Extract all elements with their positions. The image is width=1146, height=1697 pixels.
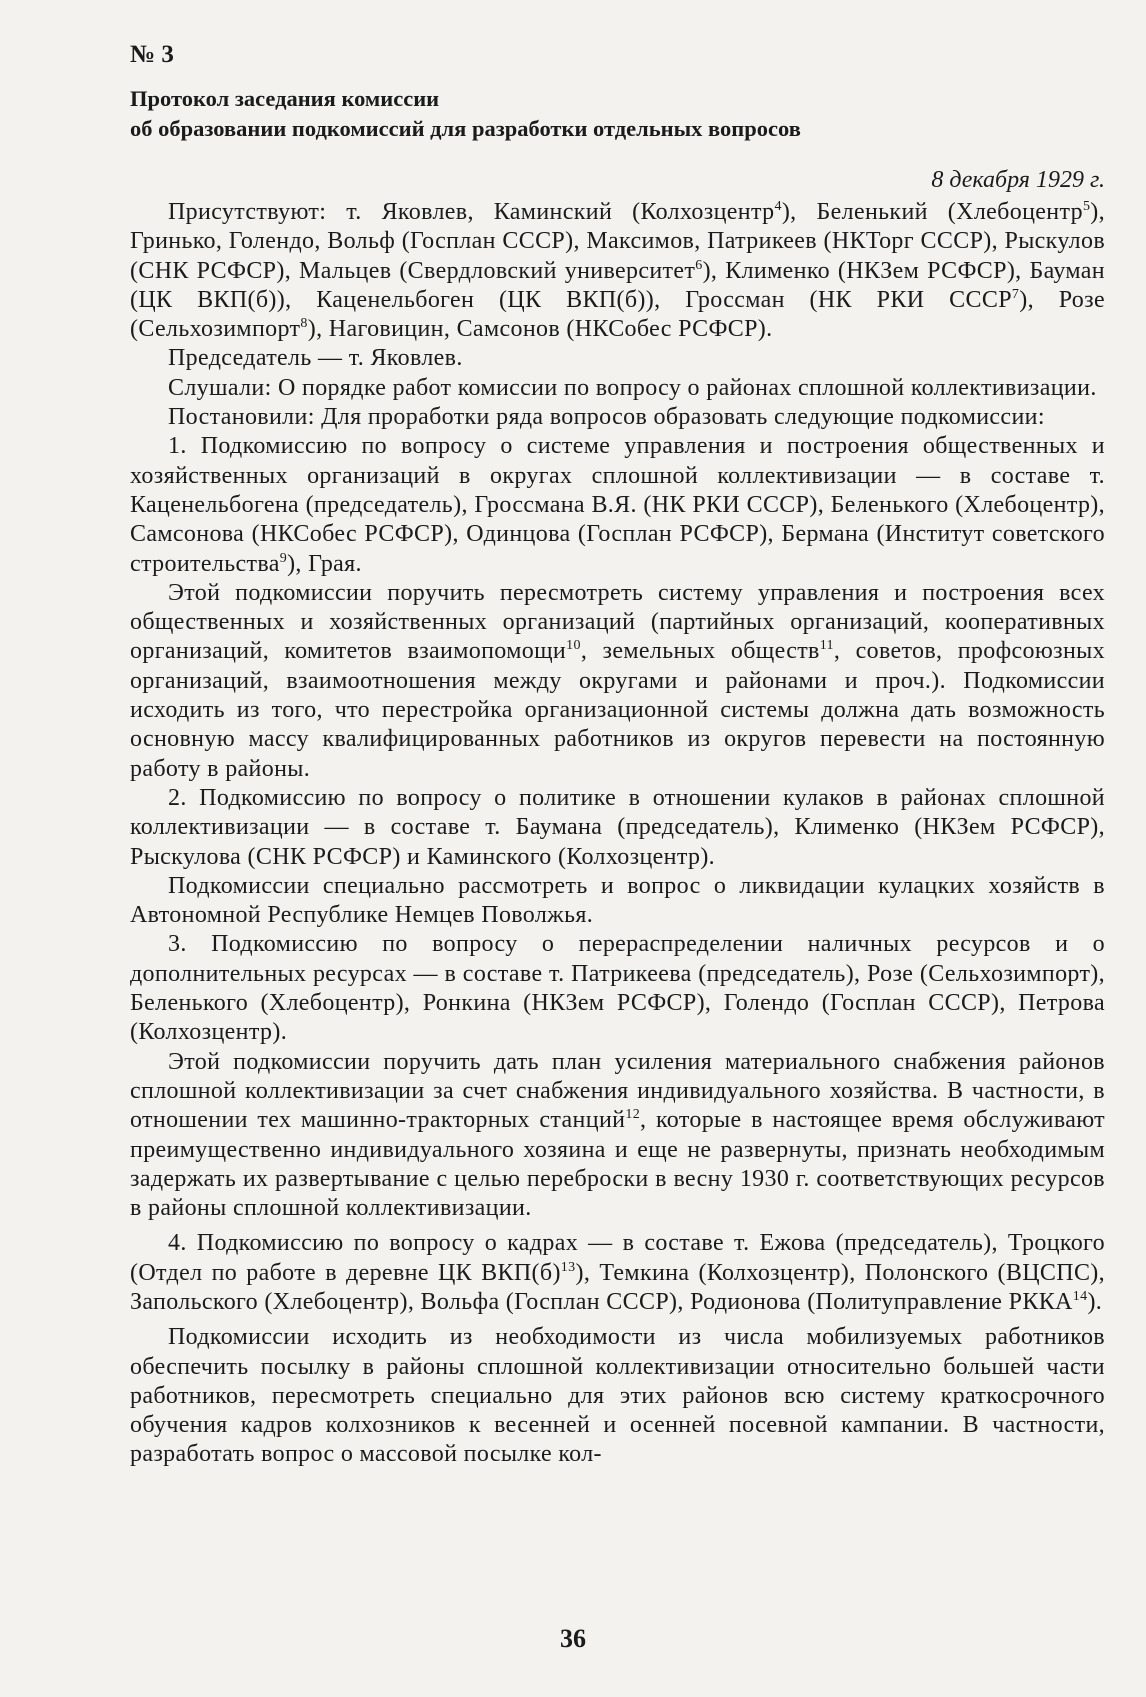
paragraph-item-1-task xyxy=(130,579,1105,784)
text-run: ), Грая. xyxy=(287,550,362,577)
footnote-marker: 14 xyxy=(1072,1288,1088,1304)
text-run: Слушали: О порядке работ комиссии по вопросу о районах сплошной коллективизации. xyxy=(168,374,1097,401)
text-run: ), Беленький (Хлебоцентр xyxy=(781,199,1083,225)
text-run: Присутствуют: т. Яковлев, Каминский (Колхозцентр xyxy=(168,199,775,225)
page-number: 36 xyxy=(560,1624,586,1653)
text-run: Постановили: Для проработки ряда вопросов образовать следующие подкомиссии: xyxy=(168,404,1045,431)
text-run: Подкомиссии исходить из необходимости из числа мобилизуемых работников обеспечить посылку в районы сплошной коллективизации относительно большей части работников, пересмотреть специально для этих районов всю систему краткосрочного обучения кадров колхозников к весенней и осенней посевной кампании. В частности, разработать вопрос о массовой посылке кол- xyxy=(130,1324,1105,1468)
text-run: ), Розе (Сельхозимпорт xyxy=(130,286,1105,343)
text-run: , советов, профсоюзных организаций, взаимоотношения между округами и районами и проч.). Подкомиссии исходить из того, что перестройка организационной системы должна дать возможность основную массу квалифицированных работников из округов перевести на постоянную работу в районы. xyxy=(130,638,1105,782)
footnote-marker: 4 xyxy=(774,199,782,214)
text-run: ). xyxy=(1087,1288,1103,1315)
text-run: , земельных обществ xyxy=(580,638,820,665)
paragraph-item-1 xyxy=(130,432,1105,578)
paragraph-item-2-task xyxy=(130,872,1105,931)
paragraph-item-4-task xyxy=(130,1323,1105,1469)
text-run: 4. Подкомиссию по вопросу о кадрах — в составе т. Ежова (председатель), Троцкого (Отдел по работе в деревне ЦК ВКП(б) xyxy=(130,1230,1105,1286)
footnote-marker: 8 xyxy=(300,316,308,332)
paragraph-item-3-task xyxy=(130,1048,1105,1224)
text-run: 3. Подкомиссию по вопросу о перераспределении наличных ресурсов и о дополнительных ресурсах — в составе т. Патрикеева (председатель), Розе (Сельхозимпорт), Беленького (Хлебоцентр), Ронкина (НКЗем РСФСР), Голендо (Госплан СССР), Петрова (Колхозцентр). xyxy=(130,931,1105,1046)
text-run: Этой подкомиссии поручить пересмотреть систему управления и построения всех общественных и хозяйственных организаций (партийных организаций, кооперативных организаций, комитетов взаимопомощи xyxy=(130,579,1105,665)
footnote-marker: 5 xyxy=(1082,199,1091,214)
title-line-1: Протокол заседания комиссии xyxy=(130,86,440,111)
paragraph-heard xyxy=(130,374,1105,403)
footnote-marker: 11 xyxy=(819,638,834,654)
paragraph-present xyxy=(130,198,1105,344)
text-run: , которые в настоящее время обслуживают преимущественно индивидуального хозяина и еще не развернуты, признать необходимым задержать их развертывание с целью переброски в весну 1930 г. соответствующих ресурсов в районы сплошной коллективизации. xyxy=(130,1107,1105,1222)
paragraph-item-3 xyxy=(130,930,1105,1047)
text-run: Этой подкомиссии поручить дать план усиления материального снабжения районов сплошной коллективизации за счет снабжения индивидуального хозяйства. В частности, в отношении тех машинно-тракторных станций xyxy=(130,1048,1105,1134)
text-run: ), Темкина (Колхозцентр), Полонского (ВЦСПС), Запольского (Хлебоцентр), Вольфа (Госплан СССР), Родионова (Политуправление РККА xyxy=(130,1259,1105,1315)
document-title xyxy=(130,84,1105,144)
footnote-marker: 10 xyxy=(566,638,581,654)
text-column xyxy=(130,38,1105,1470)
paragraph-item-2 xyxy=(130,784,1105,872)
footnote-marker: 6 xyxy=(695,257,703,273)
title-line-2: об образовании подкомиссий для разработки отдельных вопросов xyxy=(130,116,801,141)
paragraph-chairman xyxy=(130,344,1105,373)
footnote-marker: 7 xyxy=(1011,286,1020,302)
text-run: ), Гринько, Голендо, Вольф (Госплан СССР), Максимов, Патрикеев (НКТорг СССР), Рыскулов (СНК РСФСР), Мальцев (Свердловский университет xyxy=(130,199,1105,284)
text-run: Председатель — т. Яковлев. xyxy=(168,345,463,372)
paragraph-resolved xyxy=(130,403,1105,432)
document-number: № 3 xyxy=(130,41,174,68)
document-date: 8 декабря 1929 г. xyxy=(931,167,1105,193)
footnote-marker: 12 xyxy=(625,1107,641,1123)
footnote-marker: 9 xyxy=(279,550,288,566)
paragraph-item-4 xyxy=(130,1229,1105,1317)
text-run: ), Клименко (НКЗем РСФСР), Бауман (ЦК ВКП(б)), Каценельбоген (ЦК ВКП(б)), Гроссман (НК РКИ СССР xyxy=(130,257,1105,313)
text-run: ), Наговицин, Самсонов (НКСобес РСФСР). xyxy=(307,316,773,343)
text-run: Подкомиссии специально рассмотреть и вопрос о ликвидации кулацких хозяйств в Автономной Республике Немцев Поволжья. xyxy=(130,872,1105,929)
footnote-marker: 13 xyxy=(560,1259,576,1275)
text-run: 2. Подкомиссию по вопросу о политике в отношении кулаков в районах сплошной коллективизации — в составе т. Баумана (председатель), Клименко (НКЗем РСФСР), Рыскулова (СНК РСФСР) и Каминского (Колхозцентр). xyxy=(130,784,1105,870)
text-run: 1. Подкомиссию по вопросу о системе управления и построения общественных и хозяйственных организаций в округах сплошной коллективизации — в составе т. Каценельбогена (председатель), Гроссмана В.Я. (НК РКИ СССР), Беленького (Хлебоцентр), Самсонова (НКСобес РСФСР), Одинцова (Госплан РСФСР), Бермана (Институт советского строительства xyxy=(130,433,1105,577)
